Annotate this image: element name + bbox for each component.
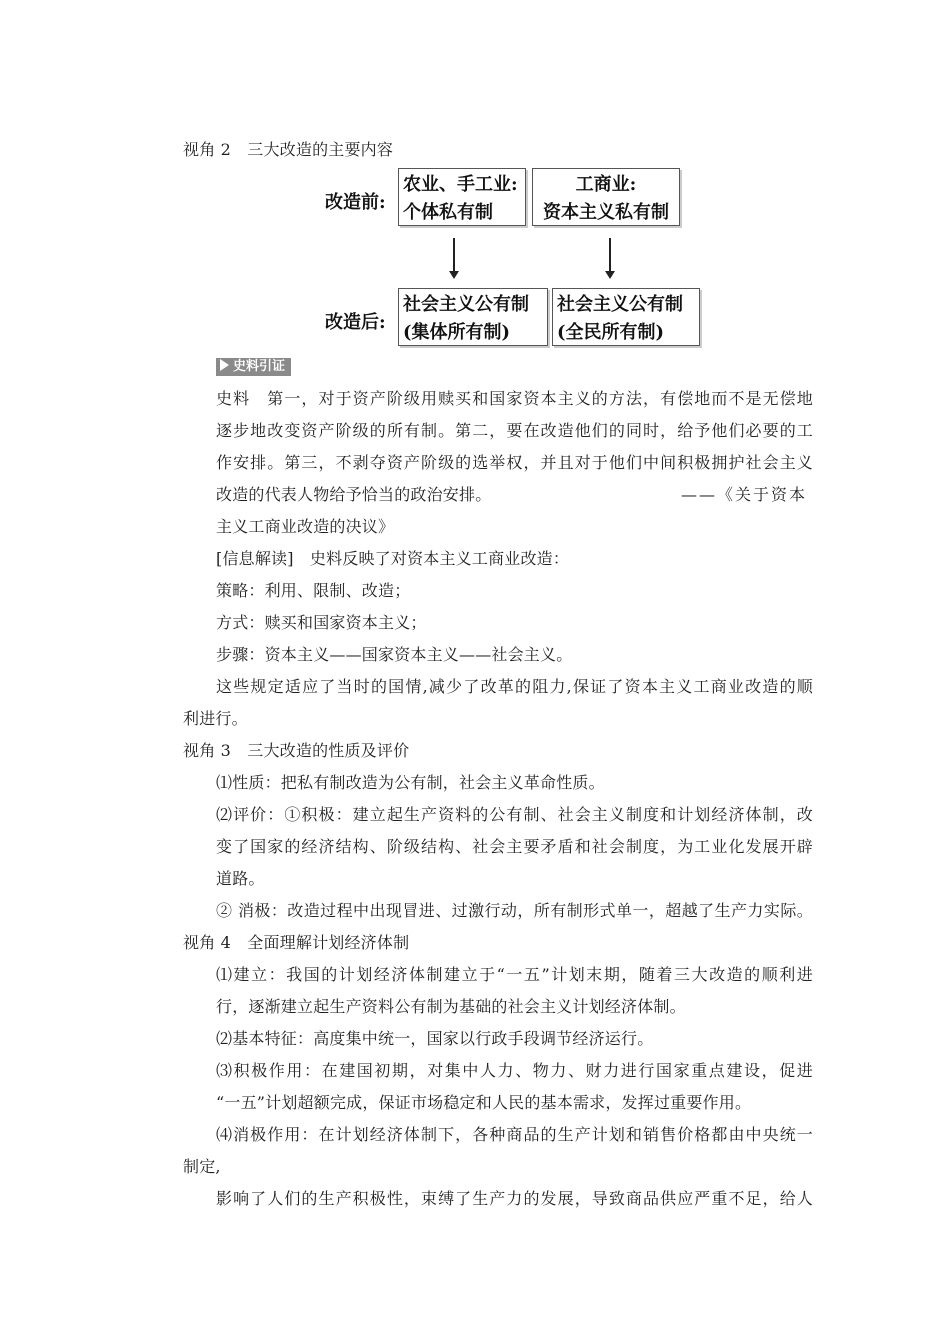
box-state-ownership: [552, 288, 700, 346]
box-line: 个体私有制: [403, 202, 493, 223]
box-line: 社会主义公有制: [403, 294, 529, 315]
evidence-line: 逐步地改变资产阶级的所有制。第二，要在改造他们的同时，给予他们必要的工: [216, 421, 813, 440]
evidence-line: 史料 第一，对于资产阶级用赎买和国家资本主义的方法，有偿地而不是无偿地: [216, 389, 813, 408]
box-line: 社会主义公有制: [557, 294, 683, 315]
establishment-text: ⑴建立：我国的计划经济体制建立于“一五”计划末期，随着三大改造的顺利进: [216, 965, 813, 984]
section3-heading: 视角 3 三大改造的性质及评价: [183, 741, 410, 760]
box-line: 农业、手工业:: [403, 174, 518, 195]
establishment-text: 行，逐渐建立起生产资料公有制为基础的社会主义计划经济体制。: [216, 997, 686, 1016]
before-label: 改造前:: [325, 192, 386, 213]
evidence-source: ——《关于资本: [681, 485, 808, 504]
negative-effect-text: ⑷消极作用：在计划经济体制下，各种商品的生产计划和销售价格都由中央统一: [216, 1125, 813, 1144]
box-line: (集体所有制): [403, 322, 511, 343]
interpretation-conclusion: 这些规定适应了当时的国情,减少了改革的阻力,保证了资本主义工商业改造的顺: [216, 677, 813, 696]
evaluation-text: 变了国家的经济结构、阶级结构、社会主要矛盾和社会制度，为工业化发展开辟: [216, 837, 813, 856]
feature-text: ⑵基本特征：高度集中统一，国家以行政手段调节经济运行。: [216, 1029, 654, 1048]
box-agriculture-handicraft: [398, 168, 526, 226]
negative-effect-text: 制定,: [183, 1157, 221, 1176]
interpretation-steps: 步骤：资本主义——国家资本主义——社会主义。: [216, 645, 573, 664]
negative-effect-text: 影响了人们的生产积极性，束缚了生产力的发展，导致商品供应严重不足，给人: [216, 1189, 813, 1208]
evaluation-text: ⑵评价：①积极：建立起生产资料的公有制、社会主义制度和计划经济体制，改: [216, 805, 813, 824]
box-line: 资本主义私有制: [543, 202, 669, 223]
play-arrow-icon: [220, 359, 229, 371]
down-arrow-icon: [453, 238, 455, 272]
interpretation-conclusion: 利进行。: [183, 709, 248, 728]
evidence-line: 主义工商业改造的决议》: [216, 517, 395, 536]
evidence-tag: [216, 358, 291, 376]
negative-text: ② 消极：改造过程中出现冒进、过激行动，所有制形式单一，超越了生产力实际。: [216, 901, 813, 920]
positive-effect-text: “一五”计划超额完成，保证市场稳定和人民的基本需求，发挥过重要作用。: [216, 1093, 752, 1112]
section4-heading: 视角 4 全面理解计划经济体制: [183, 933, 410, 952]
nature-text: ⑴性质：把私有制改造为公有制，社会主义革命性质。: [216, 773, 605, 792]
down-arrow-icon: [609, 238, 611, 272]
evidence-line: 作安排。第三，不剥夺资产阶级的选举权，并且对于他们中间积极拥护社会主义: [216, 453, 813, 472]
interpretation-heading: [信息解读] 史料反映了对资本主义工商业改造：: [216, 549, 570, 568]
evidence-line: 改造的代表人物给予恰当的政治安排。: [216, 485, 492, 504]
box-industry-commerce: [532, 168, 680, 226]
evaluation-text: 道路。: [216, 869, 265, 888]
after-label: 改造后:: [325, 312, 386, 333]
evidence-tag-label: 史料引证: [233, 359, 286, 374]
box-line: (全民所有制): [557, 322, 665, 343]
interpretation-strategy: 策略：利用、限制、改造；: [216, 581, 411, 600]
interpretation-method: 方式：赎买和国家资本主义；: [216, 613, 427, 632]
box-collective-ownership: [398, 288, 548, 346]
positive-effect-text: ⑶积极作用：在建国初期，对集中人力、物力、财力进行国家重点建设，促进: [216, 1061, 813, 1080]
box-line: 工商业:: [575, 174, 637, 195]
section2-heading: 视角 2 三大改造的主要内容: [183, 140, 394, 159]
